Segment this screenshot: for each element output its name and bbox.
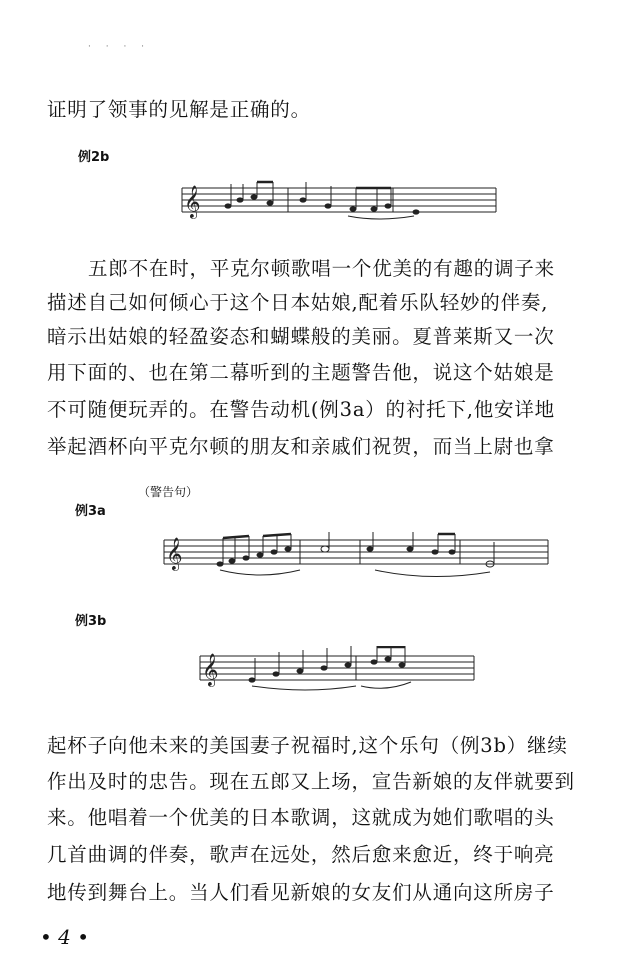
paragraph2-line1: 起杯子向他未来的美国妻子祝福时,这个乐句（例3b）继续 [47,734,568,757]
music-staff-2b [178,180,500,222]
paragraph2-line4: 几首曲调的伴奏，歌声在远处，然后愈来愈近，终于响亮 [47,843,555,866]
svg-text:𝄞: 𝄞 [184,185,201,218]
paragraph2-line2: 作出及时的忠告。现在五郎又上场，宣告新娘的友伴就要到 [47,770,575,793]
paragraph2-line3: 来。他唱着一个优美的日本歌调，这就成为她们歌唱的头 [47,806,555,829]
music-staff-3b [196,646,478,694]
paragraph1-line4: 用下面的、也在第二幕听到的主题警告他，说这个姑娘是 [47,361,555,384]
paragraph2-line5: 地传到舞台上。当人们看见新娘的女友们从通向这所房子 [47,881,555,904]
svg-text:𝄞: 𝄞 [202,653,219,686]
paragraph1-line6: 举起酒杯向平克尔顿的朋友和亲戚们祝贺，而当上尉也拿 [47,435,555,458]
example-3a-note: （警告句） [138,485,199,499]
example-2b-label: 例2b [78,150,110,165]
music-staff-3a [160,530,552,582]
scan-speck: · · · · [88,42,151,52]
top-line: 证明了领事的见解是正确的。 [47,98,311,121]
paragraph1-line3: 暗示出姑娘的轻盈姿态和蝴蝶般的美丽。夏普莱斯又一次 [47,325,555,348]
svg-text:𝄞: 𝄞 [166,537,183,570]
paragraph1-line5: 不可随便玩弄的。在警告动机(例3a）的衬托下,他安详地 [47,398,555,421]
paragraph1-line2: 描述自己如何倾心于这个日本姑娘,配着乐队轻妙的伴奏, [47,291,549,314]
example-3a-label: 例3a [75,504,106,519]
example-3b-label: 例3b [75,614,107,629]
page-number: • 4 • [40,925,90,949]
paragraph1-line1: 五郎不在时，平克尔顿歌唱一个优美的有趣的调子来 [88,257,555,280]
